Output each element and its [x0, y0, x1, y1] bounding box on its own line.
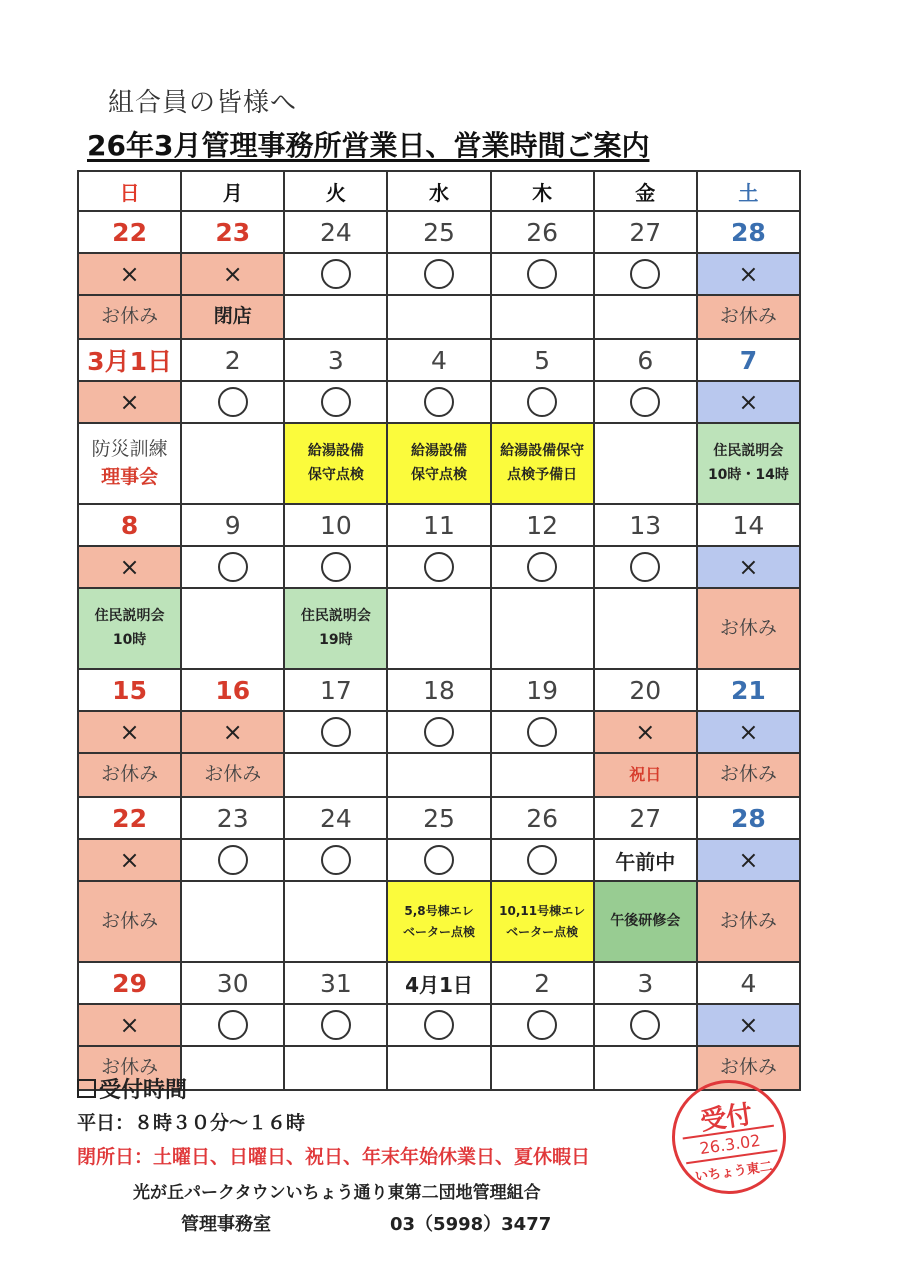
status-cell — [387, 546, 490, 588]
status-cell — [491, 839, 594, 881]
date-cell: 7 — [697, 339, 800, 381]
open-circle-icon — [321, 259, 351, 289]
date-cell: 2 — [181, 339, 284, 381]
date-cell: 3 — [594, 962, 697, 1004]
open-circle-icon — [218, 552, 248, 582]
weekday-header: 火 — [284, 171, 387, 211]
note-cell — [181, 588, 284, 669]
status-cell: 午前中 — [594, 839, 697, 881]
note-cell — [181, 881, 284, 962]
greeting: 組合員の皆様へ — [108, 88, 298, 118]
note-cell — [284, 295, 387, 339]
date-cell: 4 — [697, 962, 800, 1004]
hours-heading — [77, 1073, 187, 1104]
note-cell: お休み — [697, 753, 800, 797]
status-cell — [594, 546, 697, 588]
date-cell: 6 — [594, 339, 697, 381]
note-cell — [387, 423, 490, 504]
note-cell — [78, 423, 181, 504]
note-line: 住民説明会 — [300, 607, 371, 624]
organization-name: 光が丘パークタウンいちょう通り東第二団地管理組合 — [133, 1183, 541, 1203]
open-circle-icon — [321, 1010, 351, 1040]
note-cell: お休み — [181, 753, 284, 797]
note-line: 保守点検 — [307, 466, 364, 483]
note-line: 給湯設備 — [410, 442, 467, 459]
stamp-date: 26.3.02 — [683, 1125, 778, 1165]
note-line: 19時 — [319, 631, 353, 648]
open-circle-icon — [630, 387, 660, 417]
status-cell — [594, 381, 697, 423]
open-circle-icon — [424, 845, 454, 875]
date-cell: 25 — [387, 797, 490, 839]
date-cell: 13 — [594, 504, 697, 546]
date-cell: 27 — [594, 797, 697, 839]
note-cell — [491, 753, 594, 797]
note-cell — [594, 423, 697, 504]
checkbox-square-icon — [77, 1079, 96, 1098]
open-circle-icon — [527, 717, 557, 747]
date-cell: 9 — [181, 504, 284, 546]
status-row — [78, 546, 800, 588]
date-cell: 29 — [78, 962, 181, 1004]
date-cell: 25 — [387, 211, 490, 253]
note-line: 給湯設備保守 — [500, 442, 585, 459]
date-row — [78, 339, 800, 381]
open-circle-icon — [424, 1010, 454, 1040]
weekday-header-row — [78, 171, 800, 211]
note-cell: お休み — [697, 1046, 800, 1090]
date-cell: 22 — [78, 797, 181, 839]
open-circle-icon — [424, 259, 454, 289]
note-line: 理事会 — [101, 465, 159, 488]
open-circle-icon — [218, 1010, 248, 1040]
status-cell: × — [697, 711, 800, 753]
note-line: 点検予備日 — [507, 466, 578, 483]
note-cell — [594, 588, 697, 669]
note-cell: お休み — [697, 881, 800, 962]
weekday-header: 水 — [387, 171, 490, 211]
open-circle-icon — [630, 552, 660, 582]
open-circle-icon — [218, 387, 248, 417]
weekday-header: 木 — [491, 171, 594, 211]
date-cell: 26 — [491, 211, 594, 253]
date-cell: 28 — [697, 797, 800, 839]
note-cell — [181, 1046, 284, 1090]
note-cell — [697, 423, 800, 504]
status-cell — [181, 381, 284, 423]
note-row — [78, 295, 800, 339]
status-cell: × — [78, 711, 181, 753]
status-cell — [181, 839, 284, 881]
date-cell: 11 — [387, 504, 490, 546]
status-cell — [284, 381, 387, 423]
note-row — [78, 588, 800, 669]
status-cell — [387, 253, 490, 295]
status-cell — [387, 1004, 490, 1046]
weekday-header: 日 — [78, 171, 181, 211]
date-cell: 4 — [387, 339, 490, 381]
status-cell — [491, 546, 594, 588]
date-cell: 2 — [491, 962, 594, 1004]
note-cell — [284, 588, 387, 669]
date-cell: 12 — [491, 504, 594, 546]
note-cell: 閉店 — [181, 295, 284, 339]
status-cell — [387, 711, 490, 753]
open-circle-icon — [218, 845, 248, 875]
note-cell — [78, 588, 181, 669]
open-circle-icon — [630, 259, 660, 289]
date-cell: 3 — [284, 339, 387, 381]
status-cell — [284, 546, 387, 588]
note-line: 5,8号棟エレ — [404, 904, 474, 919]
status-cell — [284, 711, 387, 753]
note-cell — [491, 295, 594, 339]
date-cell: 3月1日 — [78, 339, 181, 381]
note-line: 10時・14時 — [707, 466, 789, 483]
note-cell — [387, 1046, 490, 1090]
open-circle-icon — [630, 1010, 660, 1040]
note-cell: お休み — [697, 588, 800, 669]
open-circle-icon — [527, 552, 557, 582]
status-cell — [387, 839, 490, 881]
status-cell: × — [78, 546, 181, 588]
note-cell: お休み — [78, 295, 181, 339]
note-line: ベーター点検 — [506, 924, 579, 939]
status-cell — [491, 711, 594, 753]
note-line: ベーター点検 — [402, 924, 475, 939]
note-cell — [594, 295, 697, 339]
date-cell: 17 — [284, 669, 387, 711]
date-cell: 10 — [284, 504, 387, 546]
date-cell: 14 — [697, 504, 800, 546]
status-row — [78, 839, 800, 881]
date-cell: 18 — [387, 669, 490, 711]
status-cell: × — [697, 1004, 800, 1046]
open-circle-icon — [321, 845, 351, 875]
weekday-header: 土 — [697, 171, 800, 211]
date-cell: 4月1日 — [387, 962, 490, 1004]
status-cell — [181, 546, 284, 588]
date-cell: 22 — [78, 211, 181, 253]
date-cell: 30 — [181, 962, 284, 1004]
status-cell: × — [78, 381, 181, 423]
date-cell: 26 — [491, 797, 594, 839]
open-circle-icon — [321, 552, 351, 582]
note-cell: お休み — [78, 753, 181, 797]
note-line: 住民説明会 — [94, 607, 165, 624]
page-title: 26年3月管理事務所営業日、営業時間ご案内 — [87, 129, 650, 162]
status-cell: × — [594, 711, 697, 753]
note-line: 10,11号棟エレ — [499, 904, 586, 919]
status-cell: × — [697, 839, 800, 881]
date-cell: 23 — [181, 211, 284, 253]
note-cell — [491, 881, 594, 962]
date-cell: 23 — [181, 797, 284, 839]
date-cell: 8 — [78, 504, 181, 546]
date-cell: 20 — [594, 669, 697, 711]
status-cell — [594, 253, 697, 295]
note-cell — [284, 881, 387, 962]
note-row — [78, 753, 800, 797]
status-row — [78, 1004, 800, 1046]
date-cell: 31 — [284, 962, 387, 1004]
date-cell: 27 — [594, 211, 697, 253]
note-line: 防災訓練 — [91, 437, 168, 460]
date-cell: 5 — [491, 339, 594, 381]
status-cell: × — [697, 546, 800, 588]
status-cell: × — [697, 381, 800, 423]
closed-days: 閉所日：土曜日、日曜日、祝日、年末年始休業日、夏休暇日 — [77, 1146, 591, 1168]
office-name: 管理事務室 — [181, 1214, 271, 1235]
office-contact — [181, 1210, 552, 1236]
date-cell: 19 — [491, 669, 594, 711]
date-row — [78, 504, 800, 546]
open-circle-icon — [424, 717, 454, 747]
date-row — [78, 669, 800, 711]
date-cell: 21 — [697, 669, 800, 711]
status-cell — [491, 253, 594, 295]
date-cell: 15 — [78, 669, 181, 711]
note-row — [78, 423, 800, 504]
phone-number: 03（5998）3477 — [390, 1214, 552, 1235]
status-cell — [491, 381, 594, 423]
note-cell — [284, 1046, 387, 1090]
open-circle-icon — [527, 387, 557, 417]
open-circle-icon — [321, 717, 351, 747]
calendar-table — [77, 170, 801, 1091]
open-circle-icon — [527, 1010, 557, 1040]
status-cell — [181, 1004, 284, 1046]
note-cell — [594, 1046, 697, 1090]
status-cell — [594, 1004, 697, 1046]
status-cell — [284, 1004, 387, 1046]
status-cell: × — [181, 711, 284, 753]
note-cell: お休み — [78, 881, 181, 962]
open-circle-icon — [527, 259, 557, 289]
note-cell: お休み — [697, 295, 800, 339]
status-cell — [387, 381, 490, 423]
note-cell — [387, 753, 490, 797]
note-line: 給湯設備 — [307, 442, 364, 459]
date-cell: 24 — [284, 797, 387, 839]
note-row — [78, 881, 800, 962]
status-cell: × — [697, 253, 800, 295]
note-line: 10時 — [112, 631, 147, 648]
status-cell: × — [181, 253, 284, 295]
stamp-top: 受付 — [698, 1099, 755, 1137]
note-cell: お休み — [78, 1046, 181, 1090]
note-cell — [491, 423, 594, 504]
note-cell — [387, 295, 490, 339]
note-cell — [284, 423, 387, 504]
note-line: 保守点検 — [410, 466, 467, 483]
date-cell: 28 — [697, 211, 800, 253]
note-cell — [284, 753, 387, 797]
status-cell: × — [78, 839, 181, 881]
note-cell — [491, 588, 594, 669]
note-cell — [491, 1046, 594, 1090]
open-circle-icon — [424, 387, 454, 417]
open-circle-icon — [321, 387, 351, 417]
weekday-hours: 平日：８時３０分～１６時 — [77, 1112, 306, 1134]
date-cell: 16 — [181, 669, 284, 711]
status-cell — [491, 1004, 594, 1046]
status-row — [78, 253, 800, 295]
status-cell — [284, 839, 387, 881]
note-cell: 午後研修会 — [594, 881, 697, 962]
weekday-header: 金 — [594, 171, 697, 211]
weekday-header: 月 — [181, 171, 284, 211]
note-cell: 祝日 — [594, 753, 697, 797]
status-row — [78, 711, 800, 753]
open-circle-icon — [527, 845, 557, 875]
note-cell — [387, 881, 490, 962]
hours-heading-text: 受付時間 — [99, 1078, 188, 1103]
note-cell — [181, 423, 284, 504]
stamp-bottom: いちょう東二 — [694, 1159, 774, 1186]
status-cell: × — [78, 1004, 181, 1046]
date-row — [78, 211, 800, 253]
status-cell — [284, 253, 387, 295]
open-circle-icon — [424, 552, 454, 582]
date-cell: 24 — [284, 211, 387, 253]
date-row — [78, 962, 800, 1004]
note-cell — [387, 588, 490, 669]
note-line: 住民説明会 — [713, 442, 784, 459]
date-row — [78, 797, 800, 839]
received-stamp — [665, 1073, 794, 1202]
status-row — [78, 381, 800, 423]
status-cell: × — [78, 253, 181, 295]
